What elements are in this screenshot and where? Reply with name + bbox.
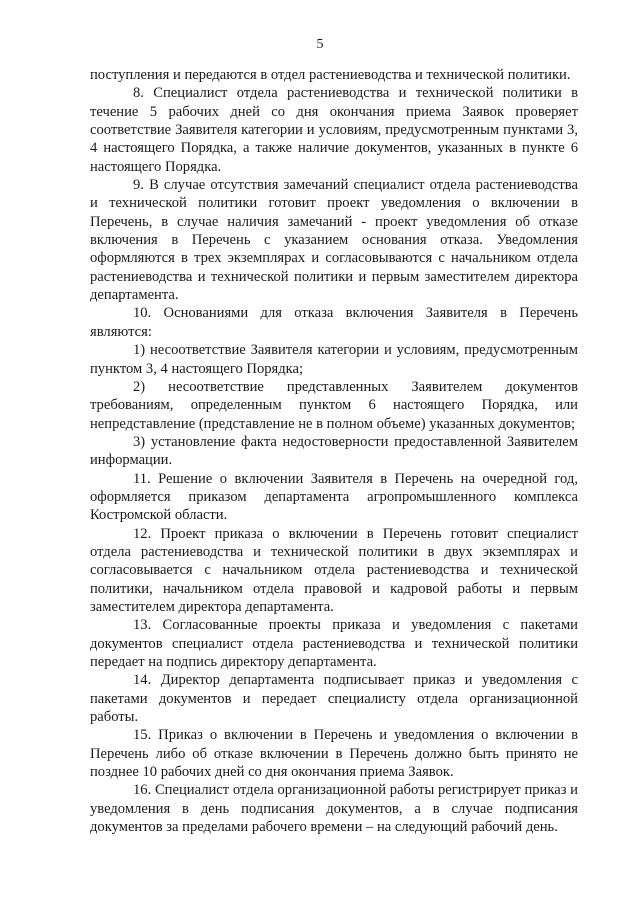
page-number: 5 — [316, 37, 324, 52]
paragraph-9: 9. В случае отсутствия замечаний специалист отдела растениеводства и технической политики готовит проект уведомления о включении в Перечень, в случае наличия замечаний - проект уведомления об отказе включения в Перечень с указанием основания отказа. Уведомления оформляются в трех экземплярах и согласовываются с начальником отдела растениеводства и технической политики и первым заместителем директора департамента. — [90, 177, 578, 304]
paragraph-16: 16. Специалист отдела организационной работы регистрирует приказ и уведомления в день подписания документов, а в случае подписания документов за пределами рабочего времени – на следующий рабочий день. — [90, 782, 578, 836]
paragraph-14: 14. Директор департамента подписывает приказ и уведомления с пакетами документов и передает специалисту отдела организационной работы. — [90, 672, 578, 726]
paragraph-11: 11. Решение о включении Заявителя в Перечень на очередной год, оформляется приказом департамента агропромышленного комплекса Костромской области. — [90, 470, 578, 524]
paragraph-10: 10. Основаниями для отказа включения Заявителя в Перечень являются: — [90, 305, 578, 340]
document-body — [90, 66, 578, 836]
paragraph-15: 15. Приказ о включении в Перечень и уведомления о включении в Перечень либо об отказе включении в Перечень должно быть принято не позднее 10 рабочих дней со дня окончания приема Заявок. — [90, 727, 578, 781]
paragraph-8: 8. Специалист отдела растениеводства и технической политики в течение 5 рабочих дней со дня окончания приема Заявок проверяет соответствие Заявителя категории и условиям, предусмотренным пунктами 3, 4 настоящего Порядка, а также наличие документов, указанных в пункте 6 настоящего Порядка. — [90, 85, 578, 175]
paragraph-10-item-3: 3) установление факта недостоверности предоставленной Заявителем информации. — [90, 433, 578, 469]
paragraph-10-item-1: 1) несоответствие Заявителя категории и условиям, предусмотренным пунктом 3, 4 настоящего Порядка; — [90, 342, 578, 377]
paragraph-12: 12. Проект приказа о включении в Перечень готовит специалист отдела растениеводства и технической политики в двух экземплярах и согласовывается с начальником отдела растениеводства и технической политики, начальником отдела правовой и кадровой работы и первым заместителем директора департамента. — [90, 525, 578, 615]
paragraph-13: 13. Согласованные проекты приказа и уведомления с пакетами документов специалист отдела растениеводства и технической политики передает на подпись директору департамента. — [90, 617, 578, 670]
paragraph-continuation: поступления и передаются в отдел растениеводства и технической политики. — [90, 67, 571, 83]
paragraph-10-item-2: 2) несоответствие представленных Заявителем документов требованиям, определенным пунктом 6 настоящего Порядка, или непредставление (представление не в полном объеме) указанных документов; — [90, 378, 578, 432]
